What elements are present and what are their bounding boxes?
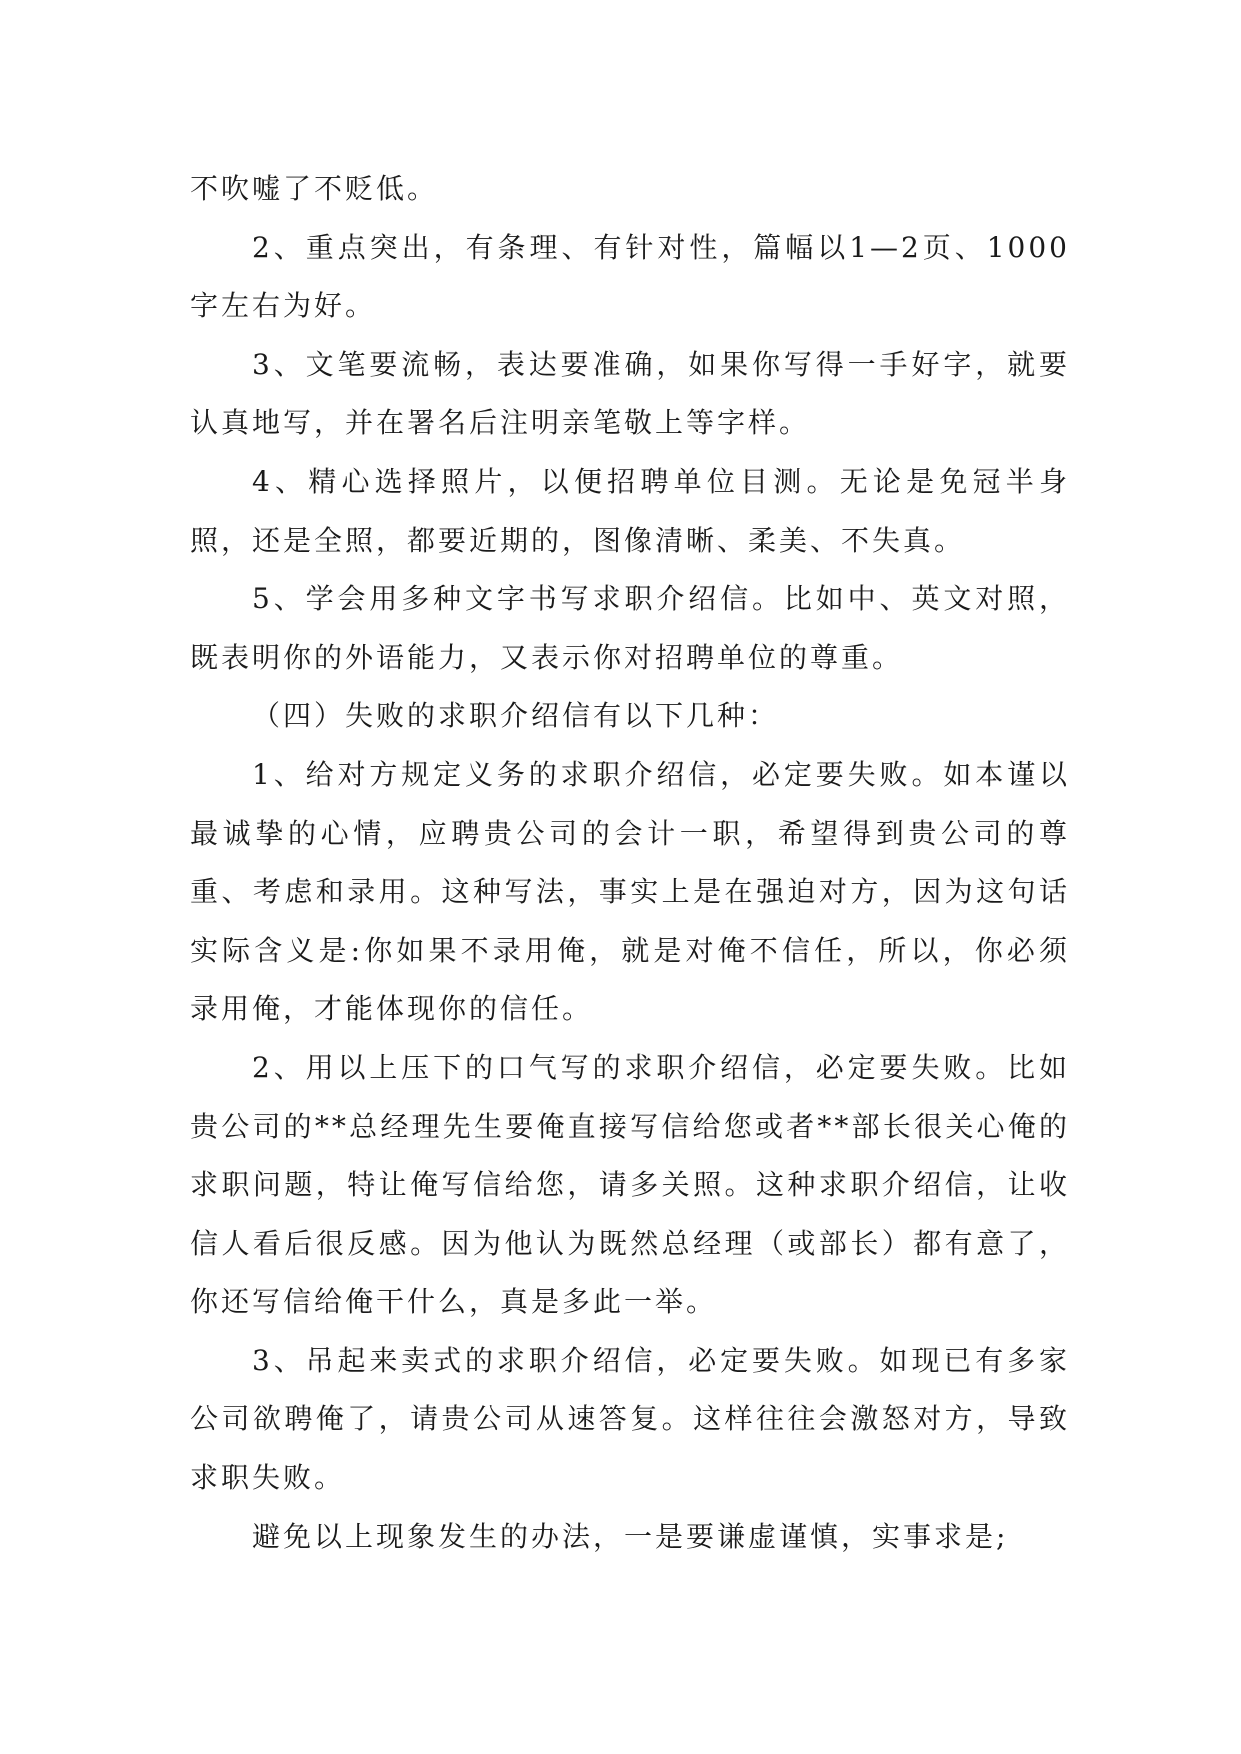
document-body (190, 160, 1070, 1566)
section-heading-4: （四）失败的求职介绍信有以下几种： (252, 699, 780, 733)
paragraph-avoidance: 避免以上现象发生的办法，一是要谦虚谨慎，实事求是; (252, 1519, 1009, 1553)
paragraph-point-4: 4、精心选择照片，以便招聘单位目测。无论是免冠半身照，还是全照，都要近期的，图像清晰、柔美、不失真。 (190, 464, 1070, 557)
paragraph-point-2: 2、重点突出，有条理、有针对性，篇幅以1—2页、1000字左右为好。 (190, 230, 1070, 323)
paragraph-point-5: 5、学会用多种文字书写求职介绍信。比如中、英文对照，既表明你的外语能力，又表示你对招聘单位的尊重。 (190, 582, 1070, 674)
paragraph-point-3: 3、文笔要流畅，表达要准确，如果你写得一手好字，就要认真地写，并在署名后注明亲笔敬上等字样。 (190, 347, 1070, 440)
paragraph-failure-2: 2、用以上压下的口气写的求职介绍信，必定要失败。比如贵公司的**总经理先生要俺直接写信给您或者**部长很关心俺的求职问题，特让俺写信给您，请多关照。这种求职介绍信，让收信人看后很反感。因为他认为既然总经理（或部长）都有意了，你还写信给俺干什么，真是多此一举。 (190, 1050, 1070, 1319)
paragraph-continuation: 不吹嘘了不贬低。 (190, 172, 439, 205)
paragraph-failure-3: 3、吊起来卖式的求职介绍信，必定要失败。如现已有多家公司欲聘俺了，请贵公司从速答复。这样往往会激怒对方，导致求职失败。 (190, 1343, 1070, 1495)
paragraph-failure-1: 1、给对方规定义务的求职介绍信，必定要失败。如本谨以最诚挚的心情，应聘贵公司的会计一职，希望得到贵公司的尊重、考虑和录用。这种写法，事实上是在强迫对方，因为这句话实际含义是:你如果不录用俺，就是对俺不信任，所以，你必须录用俺，才能体现你的信任。 (190, 757, 1070, 1026)
